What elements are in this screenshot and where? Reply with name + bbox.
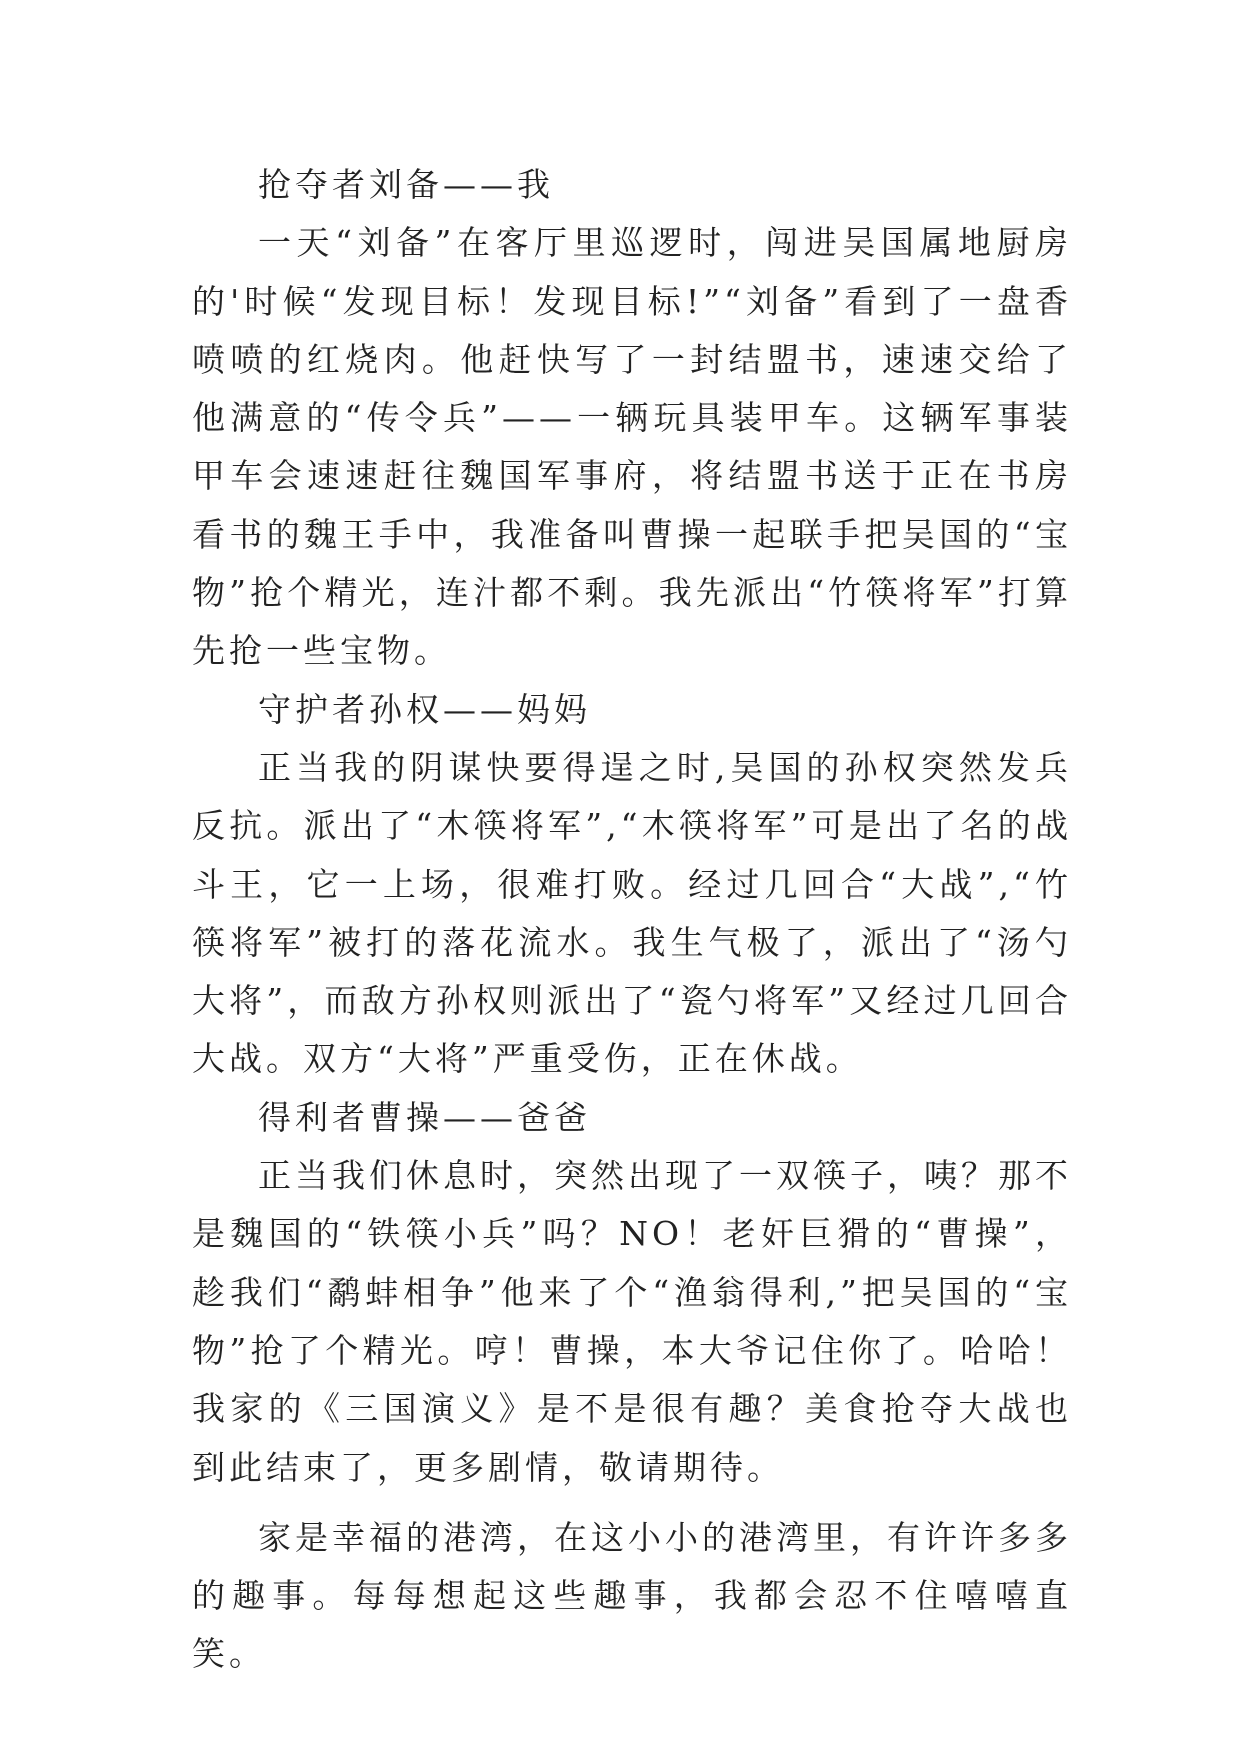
paragraph-conclusion: 家是幸福的港湾，在这小小的港湾里，有许许多多的趣事。每每想起这些趣事，我都会忍不住嘻嘻直笑。 (192, 1517, 1072, 1674)
section-heading-cao-cao: 得利者曹操——爸爸 (258, 1097, 591, 1137)
paragraph-liu-bei: 一天“刘备”在客厅里巡逻时，闯进吴国属地厨房的'时候“发现目标！发现目标!”“刘备”看到了一盘香喷喷的红烧肉。他赶快写了一封结盟书，速速交给了他满意的“传令兵”——一辆玩具装甲车。这辆军事装甲车会速速赶往魏国军事府，将结盟书送于正在书房看书的魏王手中，我准备叫曹操一起联手把吴国的“宝物”抢个精光，连汁都不剩。我先派出“竹筷将军”打算先抢一些宝物。 (192, 223, 1072, 671)
section-heading-sun-quan: 守护者孙权——妈妈 (258, 689, 591, 729)
paragraph-cao-cao: 正当我们休息时，突然出现了一双筷子，咦？那不是魏国的“铁筷小兵”吗？NO！老奸巨猾的“曹操”，趁我们“鹬蚌相争”他来了个“渔翁得利,”把吴国的“宝物”抢了个精光。哼！曹操，本大爷记住你了。哈哈！我家的《三国演义》是不是很有趣？美食抢夺大战也到此结束了，更多剧情，敬请期待。 (192, 1156, 1072, 1487)
paragraph-sun-quan: 正当我的阴谋快要得逞之时,吴国的孙权突然发兵反抗。派出了“木筷将军”,“木筷将军”可是出了名的战斗王，它一上场，很难打败。经过几回合“大战”,“竹筷将军”被打的落花流水。我生气极了，派出了“汤勺大将”，而敌方孙权则派出了“瓷勺将军”又经过几回合大战。双方“大将”严重受伤，正在休战。 (192, 747, 1072, 1079)
section-heading-liu-bei: 抢夺者刘备——我 (258, 165, 554, 204)
document-body (192, 156, 1072, 1684)
